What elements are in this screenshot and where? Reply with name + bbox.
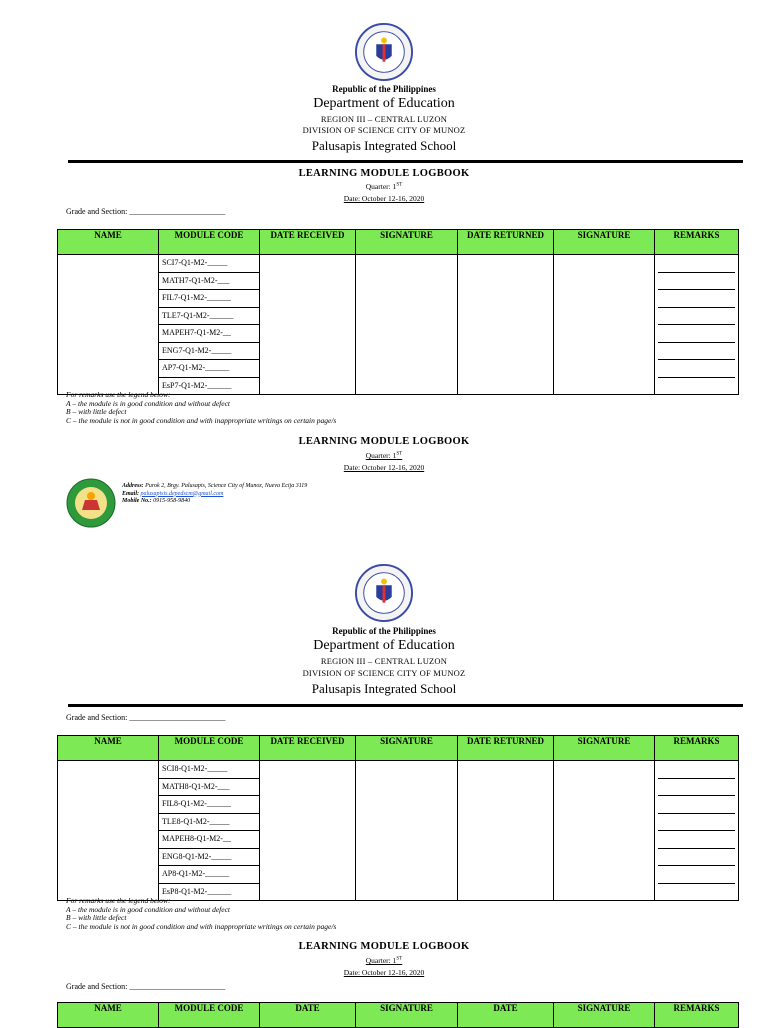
logbook-title: LEARNING MODULE LOGBOOK — [298, 941, 470, 952]
logbook-title: LEARNING MODULE LOGBOOK — [298, 436, 470, 447]
logbook-title: LEARNING MODULE LOGBOOK — [298, 168, 470, 179]
date-label: Date: October 12-16, 2020 — [343, 194, 425, 203]
col-date: DATE — [260, 1003, 356, 1028]
col-date-returned: DATE RETURNED — [458, 736, 554, 761]
school-logo-icon — [66, 478, 116, 528]
signature-cell[interactable] — [554, 761, 655, 901]
signature-cell[interactable] — [554, 255, 655, 395]
module-code: TLE8-Q1-M2-_____ — [159, 814, 259, 832]
date-returned-cell[interactable] — [458, 761, 554, 901]
module-code: MAPEH8-Q1-M2-__ — [159, 831, 259, 849]
school-name: Palusapis Integrated School — [311, 138, 457, 153]
col-remarks: REMARKS — [655, 1003, 739, 1028]
logbook-table-grade8 — [57, 735, 739, 901]
module-code: SCI8-Q1-M2-_____ — [159, 761, 259, 779]
date-received-cell[interactable] — [260, 761, 356, 901]
module-code-list — [159, 761, 260, 901]
col-signature: SIGNATURE — [356, 736, 458, 761]
department-title: Department of Education — [313, 638, 455, 653]
col-date-received: DATE RECEIVED — [260, 736, 356, 761]
col-signature: SIGNATURE — [356, 230, 458, 255]
module-code: SCI7-Q1-M2-_____ — [159, 255, 259, 273]
col-signature: SIGNATURE — [554, 230, 655, 255]
module-code: AP7-Q1-M2-______ — [159, 360, 259, 378]
quarter-label: Quarter: 1ST — [365, 956, 403, 965]
module-code: MATH8-Q1-M2-___ — [159, 779, 259, 797]
module-code: AP8-Q1-M2-______ — [159, 866, 259, 884]
division-label: DIVISION OF SCIENCE CITY OF MUNOZ — [302, 668, 466, 678]
region-label: REGION III – CENTRAL LUZON — [320, 114, 448, 124]
module-code: TLE7-Q1-M2-______ — [159, 308, 259, 326]
col-signature: SIGNATURE — [554, 736, 655, 761]
department-title: Department of Education — [313, 96, 455, 111]
date-label: Date: October 12-16, 2020 — [343, 463, 425, 472]
signature-cell[interactable] — [356, 255, 458, 395]
remarks-cell[interactable] — [655, 761, 739, 901]
region-label: REGION III – CENTRAL LUZON — [320, 656, 448, 666]
republic-label: Republic of the Philippines — [332, 84, 436, 94]
col-name: NAME — [58, 736, 159, 761]
school-name: Palusapis Integrated School — [311, 681, 457, 696]
division-label: DIVISION OF SCIENCE CITY OF MUNOZ — [302, 125, 466, 135]
module-code: FIL8-Q1-M2-______ — [159, 796, 259, 814]
name-cell[interactable] — [58, 761, 159, 901]
quarter-label: Quarter: 1ST — [365, 451, 403, 460]
deped-seal-icon — [355, 564, 413, 622]
date-label: Date: October 12-16, 2020 — [343, 968, 425, 977]
col-remarks: REMARKS — [655, 736, 739, 761]
module-code: MATH7-Q1-M2-___ — [159, 273, 259, 291]
module-code: EsP8-Q1-M2-______ — [162, 886, 232, 896]
logbook-table-grade7 — [57, 229, 739, 395]
col-module-code: MODULE CODE — [159, 1003, 260, 1028]
col-name: NAME — [58, 1003, 159, 1028]
school-contact: Address: Purok 2, Brgy. Palusapis, Science City of Munoz, Nueva Ecija 3119 Email: palusapisis.depedscm@gmail.com Mobile No.: 0915-958-9840 — [122, 483, 308, 504]
module-code: EsP7-Q1-M2-______ — [162, 380, 232, 390]
col-date-received: DATE RECEIVED — [260, 230, 356, 255]
grade-section-field: Grade and Section: ________________________ — [66, 713, 226, 722]
module-code-list — [159, 255, 260, 395]
signature-cell[interactable] — [356, 761, 458, 901]
republic-label: Republic of the Philippines — [332, 626, 436, 636]
module-code: ENG7-Q1-M2-_____ — [159, 343, 259, 361]
col-module-code: MODULE CODE — [159, 230, 260, 255]
header-rule — [68, 160, 743, 163]
col-name: NAME — [58, 230, 159, 255]
name-cell[interactable] — [58, 255, 159, 395]
remarks-cell[interactable] — [655, 255, 739, 395]
module-code: FIL7-Q1-M2-______ — [159, 290, 259, 308]
module-code: MAPEH7-Q1-M2-__ — [159, 325, 259, 343]
grade-section-field: Grade and Section: ________________________ — [66, 207, 226, 216]
col-signature: SIGNATURE — [554, 1003, 655, 1028]
col-signature: SIGNATURE — [356, 1003, 458, 1028]
date-received-cell[interactable] — [260, 255, 356, 395]
logbook-table-partial — [57, 1002, 739, 1028]
col-module-code: MODULE CODE — [159, 736, 260, 761]
col-date-returned: DATE RETURNED — [458, 230, 554, 255]
grade-section-field: Grade and Section: ________________________ — [66, 982, 226, 991]
deped-seal-icon — [355, 23, 413, 81]
col-remarks: REMARKS — [655, 230, 739, 255]
module-code: ENG8-Q1-M2-_____ — [159, 849, 259, 867]
remarks-legend: For remarks use the legend below: A – the module is in good condition and without defect B – with little defect C – the module is not in good condition and with inappropriate writings on certain page/s — [66, 390, 337, 425]
col-date: DATE — [458, 1003, 554, 1028]
remarks-legend: For remarks use the legend below: A – the module is in good condition and without defect B – with little defect C – the module is not in good condition and with inappropriate writings on certain page/s — [66, 896, 337, 931]
email-link[interactable]: palusapisis.depedscm@gmail.com — [140, 490, 224, 497]
date-returned-cell[interactable] — [458, 255, 554, 395]
quarter-label: Quarter: 1ST — [365, 182, 403, 191]
header-rule — [68, 704, 743, 707]
